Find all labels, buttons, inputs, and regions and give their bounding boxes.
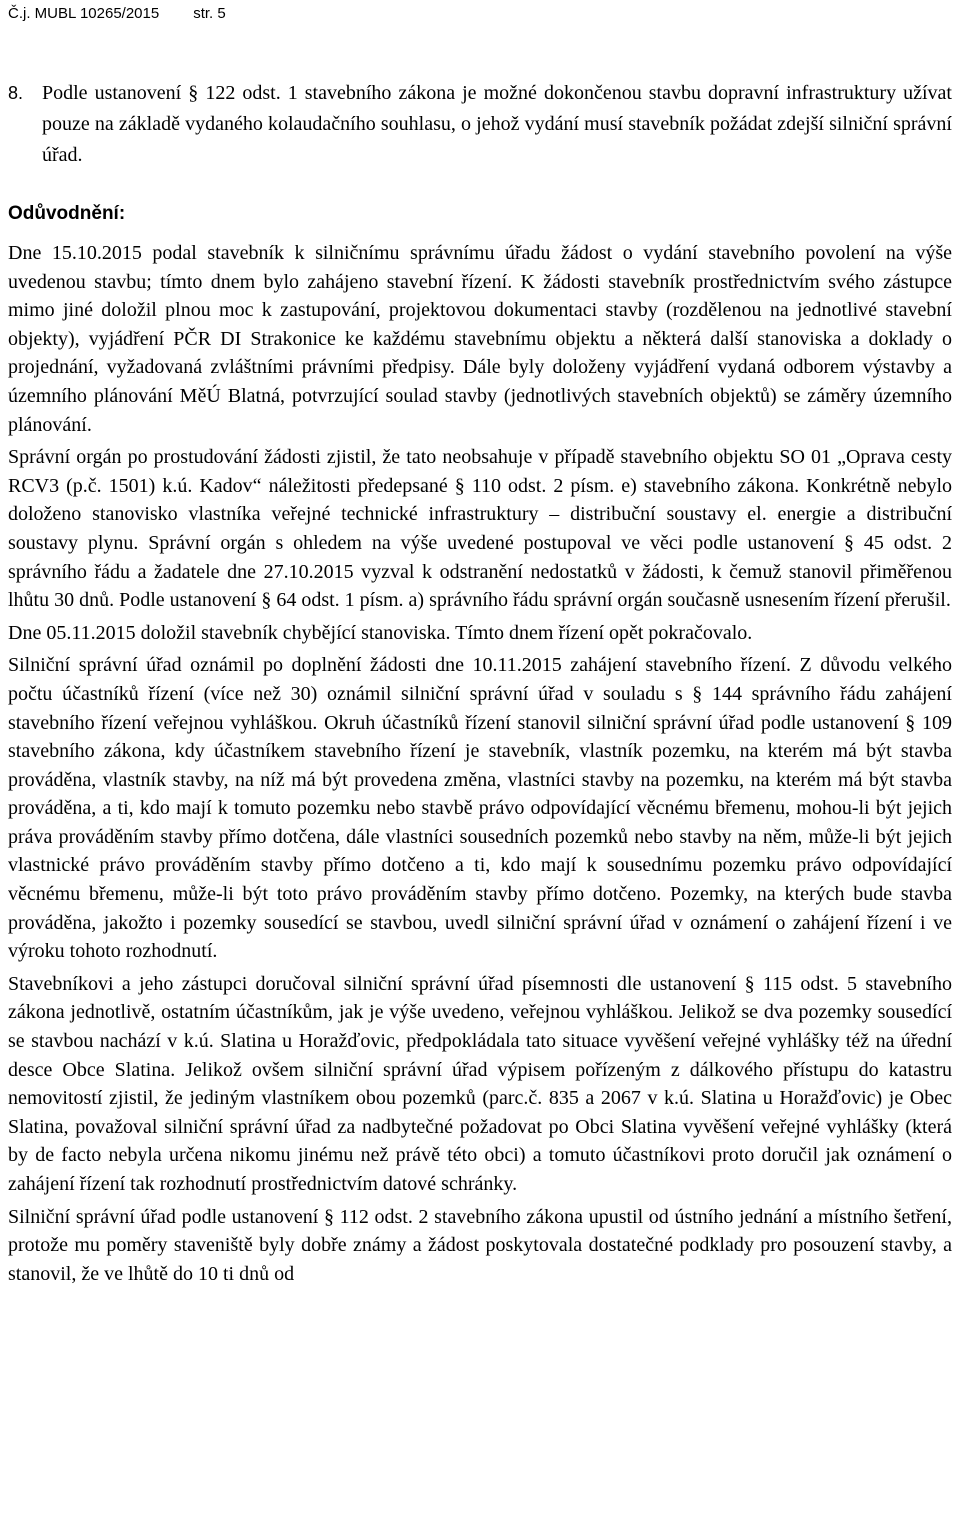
- paragraph: Silniční správní úřad podle ustanovení § 112 odst. 2 stavebního zákona upustil od ústního jednání a místního šetření, protože mu poměry staveniště byly dobře známy a žádost poskytovala dostatečné podklady pro posouzení stavby, a stanovil, že ve lhůtě do 10 ti dnů od: [8, 1205, 952, 1285]
- page-number: str. 5: [193, 5, 226, 22]
- paragraph: Dne 15.10.2015 podal stavebník k silničnímu správnímu úřadu žádost o vydání stavebního povolení na výše uvedenou stavbu; tímto dnem bylo zahájeno stavební řízení. K žádosti stavebník prostřednictvím svého zástupce mimo jiné doložil plnou moc k zastupování, projektovou dokumentaci stavby (rozdělenou na jednotlivé stavební objekty), vyjádření PČR DI Strakonice ke každému stavebnímu objektu a některá další stanoviska a doklady o projednání, vyžadovaná zvláštními právními předpisy. Dále byly doloženy vyjádření vydaná odborem výstavby a územního plánování MěÚ Blatná, potvrzující soulad stavby (jednotlivých stavebních objektů) se záměry územního plánování.: [8, 242, 952, 436]
- numbered-item-8: [8, 78, 952, 171]
- paragraph: Dne 05.11.2015 doložil stavebník chybějící stanoviska. Tímto dnem řízení opět pokračovalo.: [8, 621, 753, 644]
- paragraph: Silniční správní úřad oznámil po doplnění žádosti dne 10.11.2015 zahájení stavebního řízení. Z důvodu velkého počtu účastníků řízení (více než 30) oznámil silniční správní úřad v souladu s § 144 správního řádu zahájení stavebního řízení veřejnou vyhláškou. Okruh účastníků řízení stanovil silniční správní úřad podle ustanovení § 109 stavebního zákona, kdy účastníkem stavebního řízení je stavebník, vlastník pozemku, na kterém má být stavba prováděna, vlastník stavby, na níž má být provedena změna, vlastníci stavby na pozemku, na kterém má být stavba prováděna, a ti, kdo mají k tomuto pozemku nebo stavbě právo odpovídající věcnému břemenu, mohou-li být jejich práva prováděním stavby přímo dotčena, dále vlastníci sousedních pozemků nebo stavby na něm, může-li být jejich vlastnické právo prováděním stavby přímo dotčeno a ti, kdo mají k sousednímu pozemku právo odpovídající věcnému břemenu, může-li být toto právo prováděním stavby přímo dotčeno. Pozemky, na kterých bude stavba prováděna, jakožto i pozemky sousedící se stavbou, uvedl silniční správní úřad v oznámení o zahájení řízení i ve výroku tohoto rozhodnutí.: [8, 654, 952, 963]
- item-text: Podle ustanovení § 122 odst. 1 stavebního zákona je možné dokončenou stavbu dopravní infrastruktury užívat pouze na základě vydaného kolaudačního souhlasu, o jehož vydání musí stavebník požádat zdejší silniční správní úřad.: [42, 82, 952, 166]
- paragraph: Stavebníkovi a jeho zástupci doručoval silniční správní úřad písemnosti dle ustanovení § 115 odst. 5 stavebního zákona jednotlivě, ostatním účastníkům, jak je výše uvedeno, veřejnou vyhláškou. Jelikož se dva pozemky sousedící se stavbou nachází v k.ú. Slatina u Horažďovic, předpokládala tato situace vyvěšení veřejné vyhlášky též na úřední desce Obce Slatina. Jelikož ovšem silniční správní úřad výpisem pořízeným z dálkového přístupu do katastru nemovitostí zjistil, že jediným vlastníkem obou pozemků (parc.č. 835 a 2067 v k.ú. Slatina u Horažďovic) je Obec Slatina, považoval silniční správní úřad za nadbytečné požadovat po Obci Slatina vyvěšení veřejné vyhlášky (která by de facto nebyla určena nikomu jinému než právě této obci) a tomuto účastníkovi proto doručil jak oznámení o zahájení řízení tak rozhodnutí prostřednictvím datové schránky.: [8, 972, 952, 1195]
- item-number: 8.: [8, 83, 24, 103]
- section-heading: Odůvodnění:: [8, 203, 126, 224]
- page-header: [8, 0, 952, 30]
- justification-body: [8, 239, 952, 1288]
- paragraph: Správní orgán po prostudování žádosti zjistil, že tato neobsahuje v případě stavebního objektu SO 01 „Oprava cesty RCV3 (p.č. 1501) k.ú. Kadov“ náležitosti předepsané § 110 odst. 2 písm. e) stavebního zákona. Konkrétně nebylo doloženo stanovisko vlastníka veřejné technické infrastruktury – distribuční soustavy el. energie a distribuční soustavy plynu. Správní orgán s ohledem na výše uvedené postupoval ve věci podle ustanovení § 45 odst. 2 správního řádu a žadatele dne 27.10.2015 vyzval k odstranění nedostatků v žádosti, k čemuž stanovil přiměřenou lhůtu 30 dnů. Podle ustanovení § 64 odst. 1 písm. a) správního řádu správní orgán současně usnesením řízení přerušil.: [8, 446, 952, 612]
- document-reference: Č.j. MUBL 10265/2015: [8, 5, 160, 22]
